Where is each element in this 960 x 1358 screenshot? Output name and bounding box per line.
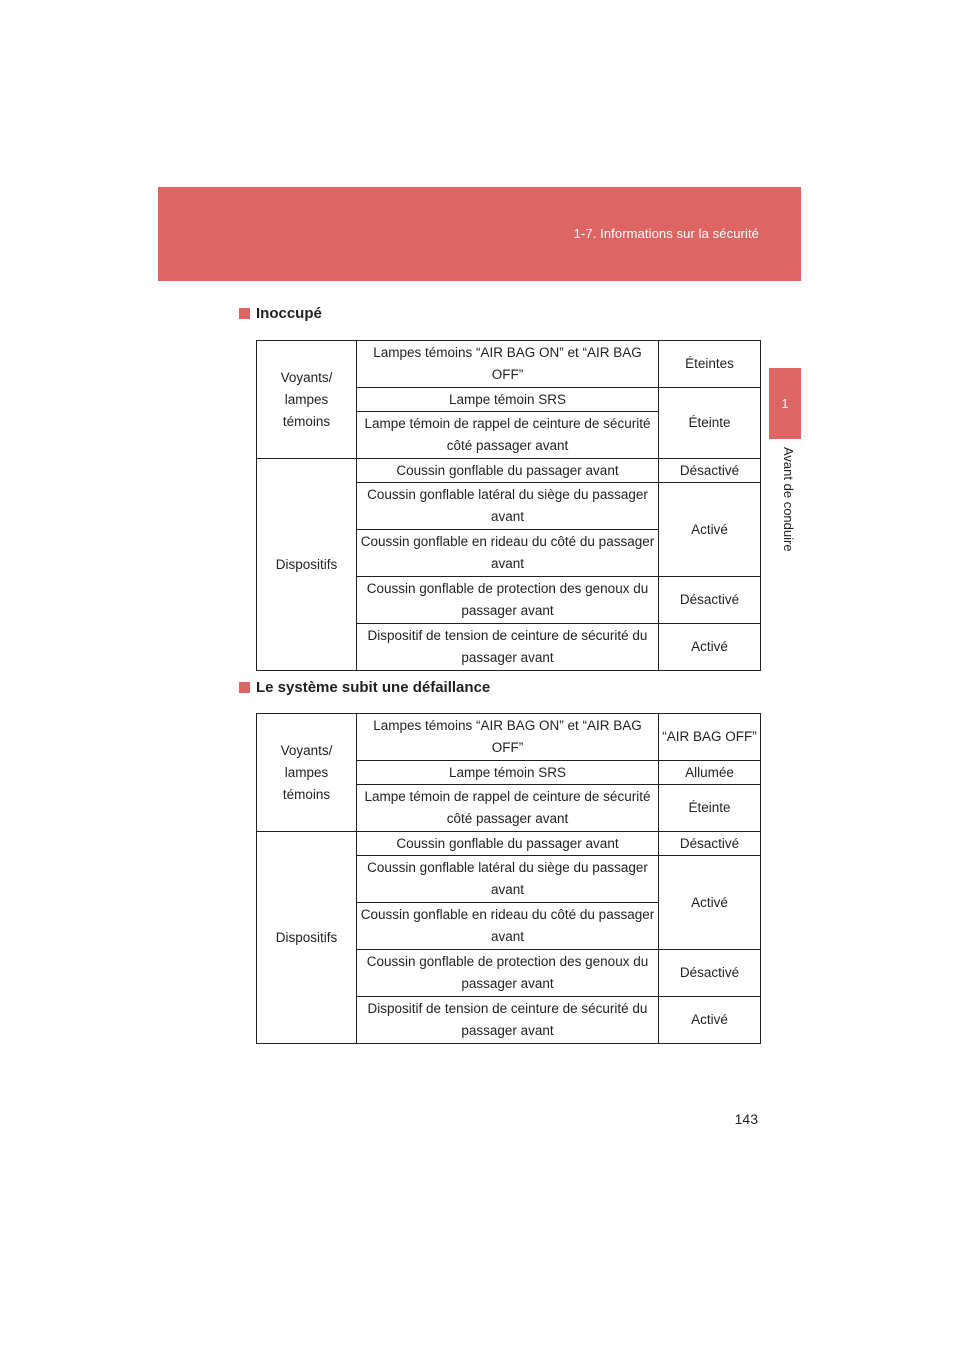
group-label-cell: Dispositifs (257, 459, 357, 671)
item-cell: Dispositif de tension de ceinture de sécurité du passager avant (357, 624, 659, 671)
item-cell: Lampe témoin de rappel de ceinture de sécurité côté passager avant (357, 412, 659, 459)
item-cell: Lampes témoins “AIR BAG ON” et “AIR BAG OFF” (357, 341, 659, 388)
chapter-title: Avant de conduire (781, 447, 796, 552)
status-cell: Désactivé (659, 832, 761, 856)
group-label-cell: Dispositifs (257, 832, 357, 1044)
status-cell: Éteinte (659, 388, 761, 459)
section-heading-failure (239, 679, 490, 696)
item-cell: Coussin gonflable latéral du siège du passager avant (357, 856, 659, 903)
group-label-cell: Voyants/ lampes témoins (257, 341, 357, 459)
item-cell: Dispositif de tension de ceinture de sécurité du passager avant (357, 997, 659, 1044)
chapter-tab (769, 368, 801, 439)
status-cell: Éteinte (659, 785, 761, 832)
table-row (257, 341, 761, 388)
section-heading-text: Inoccupé (256, 305, 322, 322)
section-heading-unoccupied (239, 305, 322, 322)
square-bullet-icon (239, 308, 250, 319)
status-cell: Activé (659, 856, 761, 950)
status-cell: Éteintes (659, 341, 761, 388)
status-cell: Allumée (659, 761, 761, 785)
item-cell: Coussin gonflable latéral du siège du passager avant (357, 483, 659, 530)
table-row (257, 832, 761, 856)
table-row (257, 714, 761, 761)
status-table-unoccupied (256, 340, 761, 671)
status-cell: “AIR BAG OFF” (659, 714, 761, 761)
chapter-number: 1 (781, 396, 789, 411)
page-number: 143 (734, 1111, 758, 1127)
item-cell: Lampe témoin SRS (357, 761, 659, 785)
section-title: 1-7. Informations sur la sécurité (573, 226, 759, 241)
group-label-cell: Voyants/ lampes témoins (257, 714, 357, 832)
status-cell: Activé (659, 483, 761, 577)
status-cell: Désactivé (659, 459, 761, 483)
item-cell: Coussin gonflable du passager avant (357, 832, 659, 856)
square-bullet-icon (239, 682, 250, 693)
status-cell: Désactivé (659, 577, 761, 624)
section-heading-text: Le système subit une défaillance (256, 679, 491, 696)
table-row (257, 459, 761, 483)
item-cell: Coussin gonflable en rideau du côté du passager avant (357, 903, 659, 950)
item-cell: Coussin gonflable en rideau du côté du passager avant (357, 530, 659, 577)
item-cell: Lampes témoins “AIR BAG ON” et “AIR BAG OFF” (357, 714, 659, 761)
item-cell: Lampe témoin SRS (357, 388, 659, 412)
status-table-failure (256, 713, 761, 1044)
item-cell: Coussin gonflable du passager avant (357, 459, 659, 483)
item-cell: Lampe témoin de rappel de ceinture de sécurité côté passager avant (357, 785, 659, 832)
status-cell: Désactivé (659, 950, 761, 997)
status-cell: Activé (659, 624, 761, 671)
item-cell: Coussin gonflable de protection des genoux du passager avant (357, 577, 659, 624)
item-cell: Coussin gonflable de protection des genoux du passager avant (357, 950, 659, 997)
header-band (158, 187, 801, 281)
status-cell: Activé (659, 997, 761, 1044)
